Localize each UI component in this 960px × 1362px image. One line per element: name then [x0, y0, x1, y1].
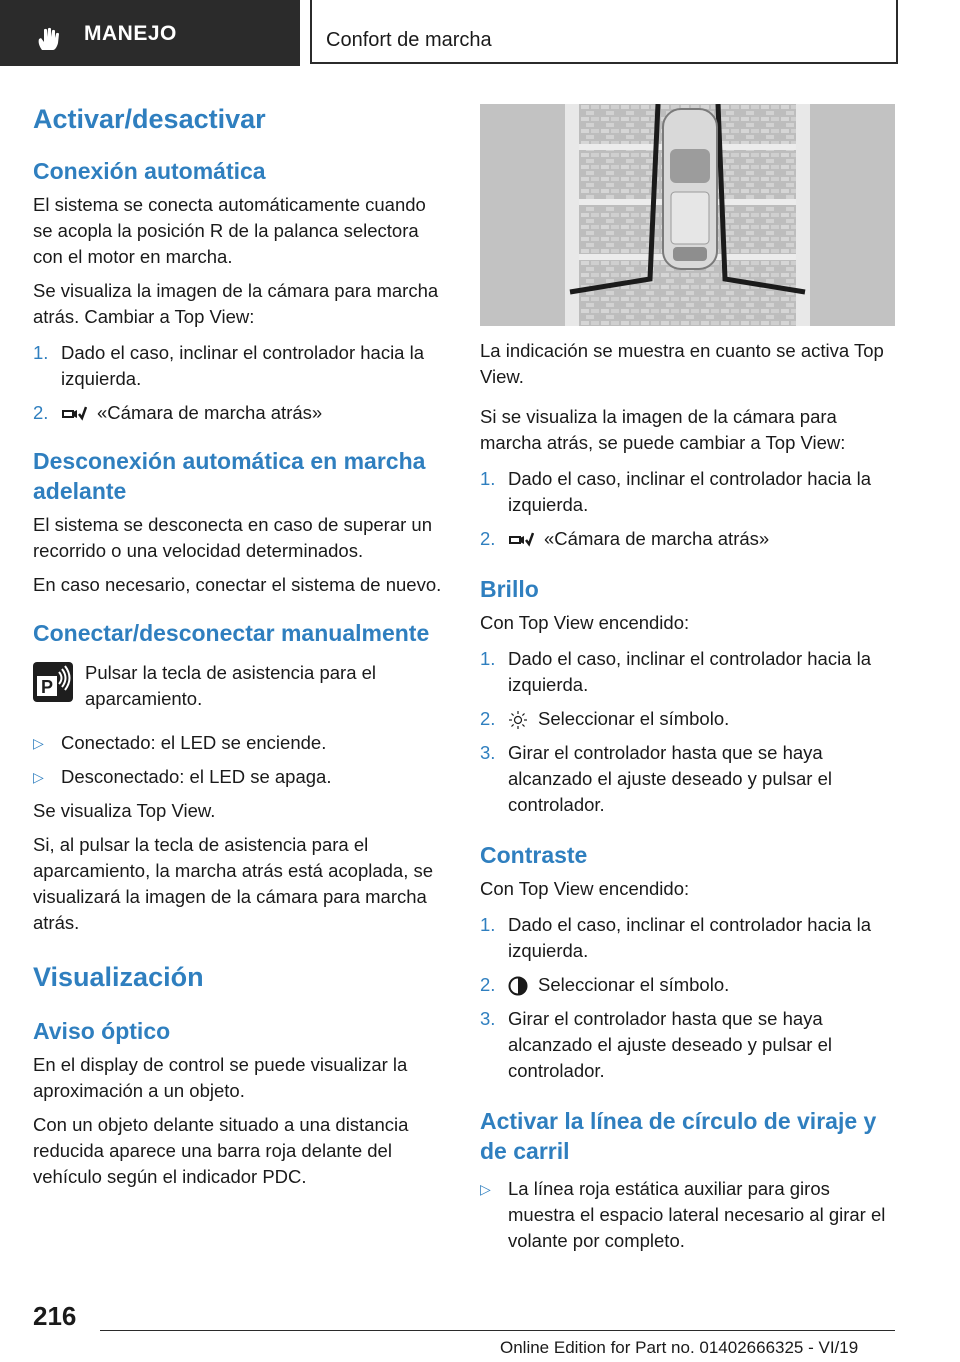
paragraph: La indicación se muestra en cuanto se activa Top View. [480, 340, 884, 387]
list-item: 1. Dado el caso, inclinar el controlador hacia la izquierda. [480, 914, 872, 961]
paragraph: Pulsar la tecla de asistencia para el aparcamiento. [85, 662, 377, 709]
heading-aviso: Aviso óptico [33, 1018, 171, 1044]
paragraph: El sistema se desconecta en caso de superar un recorrido o una velocidad determinados. [33, 514, 433, 561]
edition-note: Online Edition for Part no. 01402666325 - VI/19 [500, 1338, 859, 1357]
heading-desconexion: Desconexión automática en marcha adelante [33, 448, 426, 504]
chapter-label: MANEJO [84, 22, 177, 45]
list-item: ▷ La línea roja estática auxiliar para giros muestra el espacio lateral necesario al girar el volante por completo. [480, 1178, 886, 1251]
list-item: 2. Seleccionar el símbolo. [480, 974, 730, 995]
heading-activar: Activar/desactivar [33, 104, 266, 134]
paragraph: Con un objeto delante situado a una distancia reducida aparece una barra roja delante del vehículo según el indicador PDC. [33, 1114, 409, 1187]
brightness-icon [508, 710, 528, 730]
paragraph: Se visualiza la imagen de la cámara para marcha atrás. Cambiar a Top View: [33, 280, 439, 327]
section-header [310, 0, 898, 64]
chapter-tab [0, 0, 300, 66]
left-column [33, 100, 448, 1190]
heading-conexion: Conexión automática [33, 158, 266, 184]
top-view-figure [480, 104, 895, 326]
list-item: 2. «Cámara de marcha atrás» [33, 402, 323, 423]
heading-linea: Activar la línea de círculo de viraje y de carril [480, 1108, 877, 1164]
heading-manual: Conectar/desconectar manualmente [33, 620, 430, 646]
paragraph: Con Top View encendido: [480, 878, 690, 899]
list-item: ▷ Desconectado: el LED se apaga. [33, 766, 332, 787]
rear-camera-icon [61, 404, 87, 424]
paragraph: Si, al pulsar la tecla de asistencia para el aparcamiento, la marcha atrás está acoplada, se visualizará la imagen de la cámara para marcha atrás. [33, 834, 434, 933]
section-title: Confort de marcha [326, 29, 492, 51]
right-column [480, 338, 895, 1254]
page-number: 216 [33, 1301, 77, 1331]
heading-visualizacion: Visualización [33, 962, 204, 992]
paragraph: Si se visualiza la imagen de la cámara para marcha atrás, se puede cambiar a Top View: [480, 406, 846, 453]
pdc-button-row [33, 660, 448, 712]
list-item: 3. Girar el controlador hasta que se haya alcanzado el ajuste deseado y pulsar el controlador. [480, 742, 832, 815]
contrast-icon [508, 976, 528, 996]
list-item: 1. Dado el caso, inclinar el controlador hacia la izquierda. [480, 468, 872, 515]
paragraph: En el display de control se puede visualizar la aproximación a un objeto. [33, 1054, 408, 1101]
list-item: 1. Dado el caso, inclinar el controlador hacia la izquierda. [480, 648, 872, 695]
heading-contraste: Contraste [480, 842, 588, 868]
heading-brillo: Brillo [480, 576, 539, 602]
rear-camera-icon [508, 530, 534, 550]
list-item: 2. «Cámara de marcha atrás» [480, 528, 770, 549]
list-item: ▷ Conectado: el LED se enciende. [33, 732, 327, 753]
paragraph: Se visualiza Top View. [33, 800, 216, 821]
footer-divider [100, 1330, 895, 1331]
svg-text:P: P [41, 677, 54, 697]
hand-icon [36, 26, 62, 52]
list-item: 2. Seleccionar el símbolo. [480, 708, 730, 729]
paragraph: En caso necesario, conectar el sistema de nuevo. [33, 574, 442, 595]
list-item: 1. Dado el caso, inclinar el controlador hacia la izquierda. [33, 342, 425, 389]
paragraph: Con Top View encendido: [480, 612, 690, 633]
park-assist-button-icon [33, 662, 73, 702]
paragraph: El sistema se conecta automáticamente cuando se acopla la posición R de la palanca selectora con el motor en marcha. [33, 194, 426, 267]
list-item: 3. Girar el controlador hasta que se haya alcanzado el ajuste deseado y pulsar el controlador. [480, 1008, 832, 1081]
